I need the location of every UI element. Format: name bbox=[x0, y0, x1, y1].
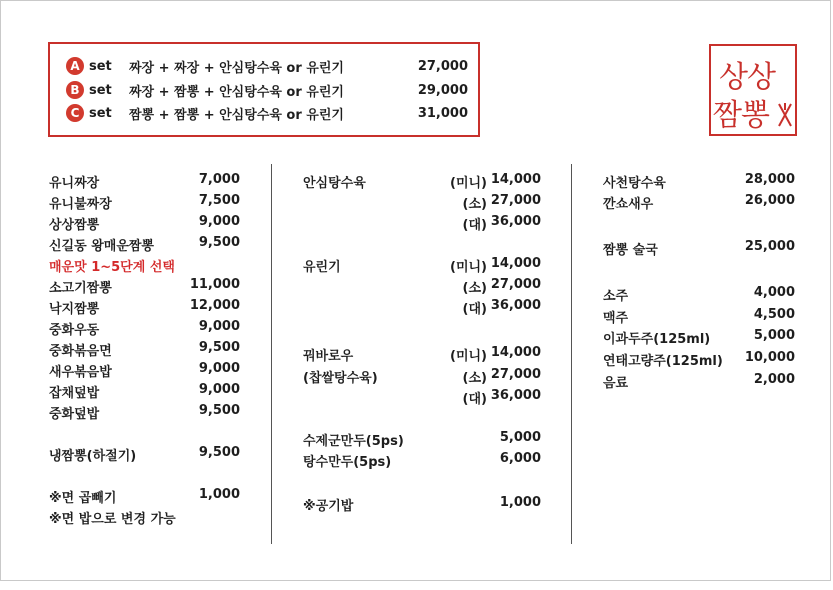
utensils-icon bbox=[775, 102, 795, 128]
item-name: 소고기짬뽕 bbox=[49, 281, 112, 296]
menu-item bbox=[303, 451, 541, 472]
menu-item bbox=[49, 403, 240, 424]
item-name: ※면 곱빼기 bbox=[49, 491, 117, 506]
item-price: 1,000 bbox=[499, 495, 541, 510]
item-price: 6,000 bbox=[499, 451, 541, 466]
item-size: (소) bbox=[462, 371, 487, 386]
item-price: 4,000 bbox=[753, 285, 795, 300]
menu-item bbox=[303, 388, 541, 409]
item-size: (소) bbox=[462, 281, 487, 296]
menu-item bbox=[603, 350, 795, 371]
item-name: 중화덮밥 bbox=[49, 407, 100, 422]
item-price: 36,000 bbox=[490, 388, 541, 403]
item-price: 9,500 bbox=[198, 235, 240, 250]
item-size: (미니) bbox=[450, 349, 487, 364]
item-name: 잡채덮밥 bbox=[49, 386, 100, 401]
menu-item bbox=[49, 277, 240, 298]
item-price: 14,000 bbox=[490, 256, 541, 271]
item-price: 11,000 bbox=[189, 277, 240, 292]
item-name: 매운맛 1~5단계 선택 bbox=[49, 260, 175, 275]
menu-item bbox=[303, 214, 541, 235]
item-name: 연태고량주(125ml) bbox=[603, 354, 723, 369]
item-name: 이과두주(125ml) bbox=[603, 332, 711, 347]
item-name: 새우볶음밥 bbox=[49, 365, 112, 380]
set-badge: A bbox=[66, 57, 84, 75]
item-price: 1,000 bbox=[198, 487, 240, 502]
item-price: 25,000 bbox=[744, 239, 795, 254]
item-name: 깐쇼새우 bbox=[603, 197, 654, 212]
item-price: 9,500 bbox=[198, 340, 240, 355]
item-price: 9,000 bbox=[198, 319, 240, 334]
column-divider bbox=[271, 164, 272, 544]
item-price: 4,500 bbox=[753, 307, 795, 322]
menu-item bbox=[603, 285, 795, 306]
item-size: (미니) bbox=[450, 260, 487, 275]
item-price: 27,000 bbox=[490, 193, 541, 208]
item-price: 14,000 bbox=[490, 172, 541, 187]
logo-line-2: 짬뽕 bbox=[713, 98, 769, 133]
item-price: 9,500 bbox=[198, 403, 240, 418]
item-name: 냉짬뽕(하절기) bbox=[49, 449, 137, 464]
set-items: 짬뽕 + 짬뽕 + 안심탕수육 or 유린기 bbox=[129, 107, 344, 123]
set-b-row bbox=[66, 79, 468, 101]
menu-item bbox=[49, 382, 240, 403]
set-items: 짜장 + 짬뽕 + 안심탕수육 or 유린기 bbox=[129, 84, 344, 100]
item-name: 상상짬뽕 bbox=[49, 218, 100, 233]
menu-item bbox=[49, 193, 240, 214]
item-name: 유니짜장 bbox=[49, 176, 100, 191]
set-badge: B bbox=[66, 81, 84, 99]
menu-item bbox=[303, 367, 541, 388]
menu-item bbox=[49, 235, 240, 256]
item-size: (미니) bbox=[450, 176, 487, 191]
item-size: (대) bbox=[462, 218, 487, 233]
item-price: 5,000 bbox=[753, 328, 795, 343]
item-name: 유니불짜장 bbox=[49, 197, 112, 212]
item-price: 9,000 bbox=[198, 361, 240, 376]
column-divider bbox=[571, 164, 572, 544]
set-label: set bbox=[89, 58, 112, 74]
item-name: 안심탕수육 bbox=[303, 176, 366, 191]
item-price: 12,000 bbox=[189, 298, 240, 313]
item-price: 28,000 bbox=[744, 172, 795, 187]
item-size: (대) bbox=[462, 392, 487, 407]
item-price: 27,000 bbox=[490, 367, 541, 382]
spicy-level-note bbox=[49, 256, 240, 277]
set-menu-box bbox=[48, 42, 480, 137]
set-label: set bbox=[89, 82, 112, 98]
menu-item bbox=[49, 298, 240, 319]
item-price: 9,500 bbox=[198, 445, 240, 460]
item-price: 9,000 bbox=[198, 382, 240, 397]
menu-item bbox=[603, 193, 795, 214]
menu-item bbox=[603, 172, 795, 193]
item-name: 음료 bbox=[603, 376, 629, 391]
menu-note bbox=[49, 487, 240, 508]
item-name: 낙지짬뽕 bbox=[49, 302, 100, 317]
set-price: 27,000 bbox=[417, 58, 468, 74]
set-items: 짜장 + 짜장 + 안심탕수육 or 유린기 bbox=[129, 60, 344, 76]
menu-item bbox=[303, 277, 541, 298]
menu-item bbox=[303, 193, 541, 214]
restaurant-logo bbox=[709, 44, 797, 136]
menu-item bbox=[303, 172, 541, 193]
item-price: 26,000 bbox=[744, 193, 795, 208]
item-size: (소) bbox=[462, 197, 487, 212]
item-name: 꿔바로우 bbox=[303, 349, 354, 364]
menu-item bbox=[49, 340, 240, 361]
menu-item bbox=[49, 361, 240, 382]
menu-item bbox=[603, 239, 795, 260]
item-price: 36,000 bbox=[490, 298, 541, 313]
menu-item bbox=[303, 430, 541, 451]
menu-item bbox=[603, 328, 795, 349]
item-price: 36,000 bbox=[490, 214, 541, 229]
item-price: 10,000 bbox=[744, 350, 795, 365]
item-price: 14,000 bbox=[490, 345, 541, 360]
item-price: 7,000 bbox=[198, 172, 240, 187]
item-name: 유린기 bbox=[303, 260, 341, 275]
item-name: 소주 bbox=[603, 289, 629, 304]
menu-item bbox=[303, 345, 541, 366]
item-price: 5,000 bbox=[499, 430, 541, 445]
menu-item bbox=[49, 445, 240, 466]
item-price: 7,500 bbox=[198, 193, 240, 208]
menu-item bbox=[49, 214, 240, 235]
menu-note bbox=[49, 508, 240, 529]
set-a-row bbox=[66, 55, 468, 77]
item-name: 짬뽕 술국 bbox=[603, 243, 658, 258]
item-price: 27,000 bbox=[490, 277, 541, 292]
menu-item bbox=[603, 372, 795, 393]
logo-line-1: 상상 bbox=[719, 60, 775, 95]
item-name: 사천탕수육 bbox=[603, 176, 666, 191]
item-name: ※공기밥 bbox=[303, 499, 354, 514]
item-name: 맥주 bbox=[603, 311, 629, 326]
item-name: 수제군만두(5ps) bbox=[303, 434, 404, 449]
set-label: set bbox=[89, 105, 112, 121]
menu-item bbox=[303, 298, 541, 319]
menu-item bbox=[49, 172, 240, 193]
item-name: ※면 밥으로 변경 가능 bbox=[49, 512, 176, 527]
item-name: 탕수만두(5ps) bbox=[303, 455, 392, 470]
set-badge: C bbox=[66, 104, 84, 122]
set-price: 29,000 bbox=[417, 82, 468, 98]
set-c-row bbox=[66, 102, 468, 124]
menu-item bbox=[603, 307, 795, 328]
item-price: 9,000 bbox=[198, 214, 240, 229]
item-price: 2,000 bbox=[753, 372, 795, 387]
menu-item bbox=[303, 495, 541, 516]
menu-item bbox=[49, 319, 240, 340]
item-name: 중화볶음면 bbox=[49, 344, 112, 359]
item-size: (대) bbox=[462, 302, 487, 317]
menu-item bbox=[303, 256, 541, 277]
item-name: 신길동 왕매운짬뽕 bbox=[49, 239, 154, 254]
item-name: (찹쌀탕수육) bbox=[303, 371, 378, 386]
item-name: 중화우동 bbox=[49, 323, 100, 338]
set-price: 31,000 bbox=[417, 105, 468, 121]
